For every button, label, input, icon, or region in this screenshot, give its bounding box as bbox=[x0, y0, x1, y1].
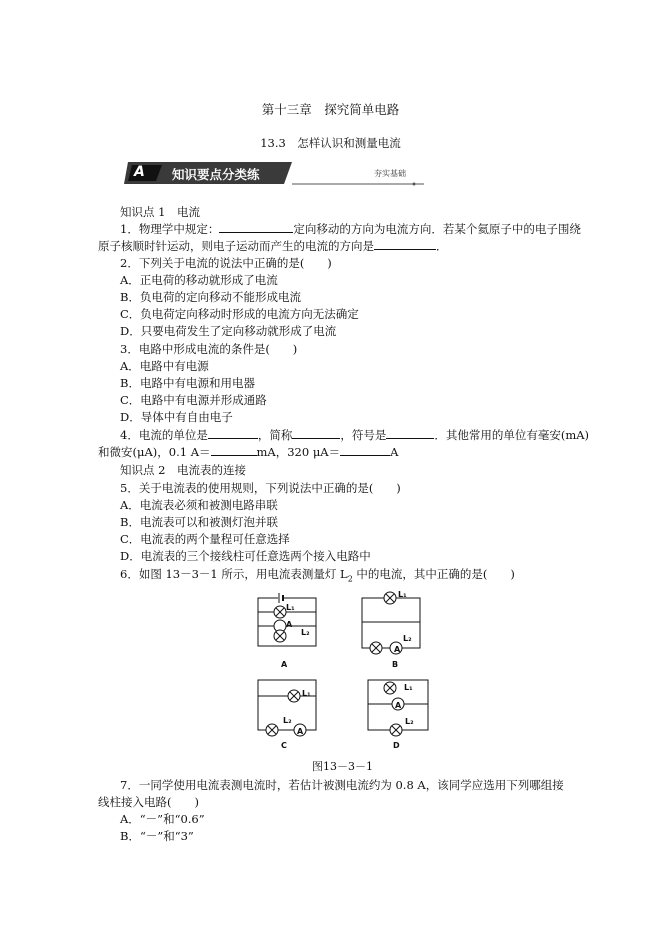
q1-text-d: ． bbox=[436, 239, 448, 253]
q1-text-a: 1．物理学中规定： bbox=[120, 222, 220, 236]
question-7-option: A．“－”和“0.6” bbox=[120, 812, 205, 826]
q1-text-b: 定向移动的方向为电流方向．若某个氦原子中的电子围绕 bbox=[293, 222, 581, 236]
question-2-option: D．只要电荷发生了定向移动就形成了电流 bbox=[120, 324, 337, 338]
section-banner bbox=[124, 160, 424, 186]
banner-badge: A bbox=[134, 164, 145, 180]
question-5-option: C．电流表的两个量程可任意选择 bbox=[120, 532, 290, 546]
q4-text-e: 和微安(μA)，0.1 A＝ bbox=[98, 445, 211, 459]
question-3-stem: 3．电路中形成电流的条件是( ) bbox=[120, 342, 298, 356]
lamp-label: L₁ bbox=[398, 590, 407, 599]
question-1-line-1 bbox=[120, 221, 581, 237]
lamp-label: L₂ bbox=[283, 716, 292, 725]
question-2-option: B．负电荷的定向移动不能形成电流 bbox=[120, 290, 301, 304]
figure-label-d: D bbox=[393, 741, 400, 750]
meter-label: A bbox=[395, 701, 402, 710]
knowledge-point-2: 知识点 2 电流表的连接 bbox=[120, 463, 246, 477]
meter-label: A bbox=[394, 645, 401, 654]
lamp-label: L₁ bbox=[302, 689, 311, 698]
chapter-title: 第十三章 探究简单电路 bbox=[261, 102, 400, 117]
q4-text-b: ，简称 bbox=[257, 428, 293, 442]
lamp-label: L₂ bbox=[301, 628, 310, 637]
question-3-option: B．电路中有电源和用电器 bbox=[120, 376, 255, 390]
figure-label-b: B bbox=[392, 660, 399, 669]
answer-blank[interactable] bbox=[208, 427, 258, 439]
question-5-option: D．电流表的三个接线柱可任意选两个接入电路中 bbox=[120, 549, 371, 563]
lamp-label: L₁ bbox=[404, 683, 413, 692]
question-1-line-2 bbox=[98, 238, 448, 254]
question-5-option: B．电流表可以和被测灯泡并联 bbox=[120, 515, 278, 529]
circuit-b bbox=[362, 592, 420, 654]
knowledge-point-1: 知识点 1 电流 bbox=[120, 205, 200, 219]
answer-blank[interactable] bbox=[340, 444, 390, 456]
question-5-stem: 5．关于电流表的使用规则，下列说法中正确的是( ) bbox=[120, 481, 401, 495]
meter-label: A bbox=[286, 620, 293, 629]
answer-blank[interactable] bbox=[386, 427, 434, 439]
figure-label-c: C bbox=[281, 741, 287, 750]
answer-blank[interactable] bbox=[219, 221, 293, 233]
question-5-option: A．电流表必须和被测电路串联 bbox=[120, 498, 278, 512]
question-4-line-2 bbox=[98, 444, 398, 460]
answer-blank[interactable] bbox=[211, 444, 257, 456]
question-3-option: A．电路中有电源 bbox=[120, 359, 209, 373]
question-7-option: B．“－”和“3” bbox=[120, 829, 194, 843]
q4-text-g: A bbox=[390, 445, 399, 459]
lamp-label: L₁ bbox=[286, 603, 295, 612]
banner-title: 知识要点分类练 bbox=[172, 167, 260, 182]
meter-label: A bbox=[297, 727, 304, 736]
q4-text-f: mA，320 μA＝ bbox=[256, 445, 341, 459]
banner-tag: 夯实基础 bbox=[374, 169, 406, 178]
q6-text-b: 中的电流，其中正确的是( ) bbox=[352, 567, 515, 581]
question-7-line-1: 7．一同学使用电流表测电流时，若估计被测电流约为 0.8 A，该同学应选用下列哪组接 bbox=[120, 778, 564, 792]
q6-subscript: 2 bbox=[347, 574, 353, 584]
figure-caption: 图13－3－1 bbox=[312, 760, 373, 773]
lamp-label: L₂ bbox=[405, 717, 414, 726]
section-title: 13.3 怎样认识和测量电流 bbox=[260, 136, 401, 150]
q4-text-c: ，符号是 bbox=[340, 428, 387, 442]
lamp-label: L₂ bbox=[403, 634, 412, 643]
question-6-stem bbox=[120, 566, 515, 587]
question-3-option: D．导体中有自由电子 bbox=[120, 410, 233, 424]
question-4-line-1 bbox=[120, 427, 589, 443]
question-2-option: C．负电荷定向移动时形成的电流方向无法确定 bbox=[120, 307, 359, 321]
question-7-line-2: 线柱接入电路( ) bbox=[98, 795, 199, 809]
figure-label-a: A bbox=[281, 660, 288, 669]
q6-text-a: 6．如图 13－3－1 所示，用电流表测量灯 L bbox=[120, 567, 348, 581]
q1-text-c: 原子核顺时针运动，则电子运动而产生的电流的方向是 bbox=[98, 239, 374, 253]
q4-text-d: ．其他常用的单位有毫安(mA) bbox=[434, 428, 590, 442]
answer-blank[interactable] bbox=[374, 238, 436, 250]
question-3-option: C．电路中有电源并形成通路 bbox=[120, 393, 267, 407]
circuit-figure bbox=[250, 588, 440, 753]
answer-blank[interactable] bbox=[292, 427, 340, 439]
question-2-stem: 2．下列关于电流的说法中正确的是( ) bbox=[120, 256, 332, 270]
question-2-option: A．正电荷的移动就形成了电流 bbox=[120, 273, 278, 287]
q4-text-a: 4．电流的单位是 bbox=[120, 428, 208, 442]
